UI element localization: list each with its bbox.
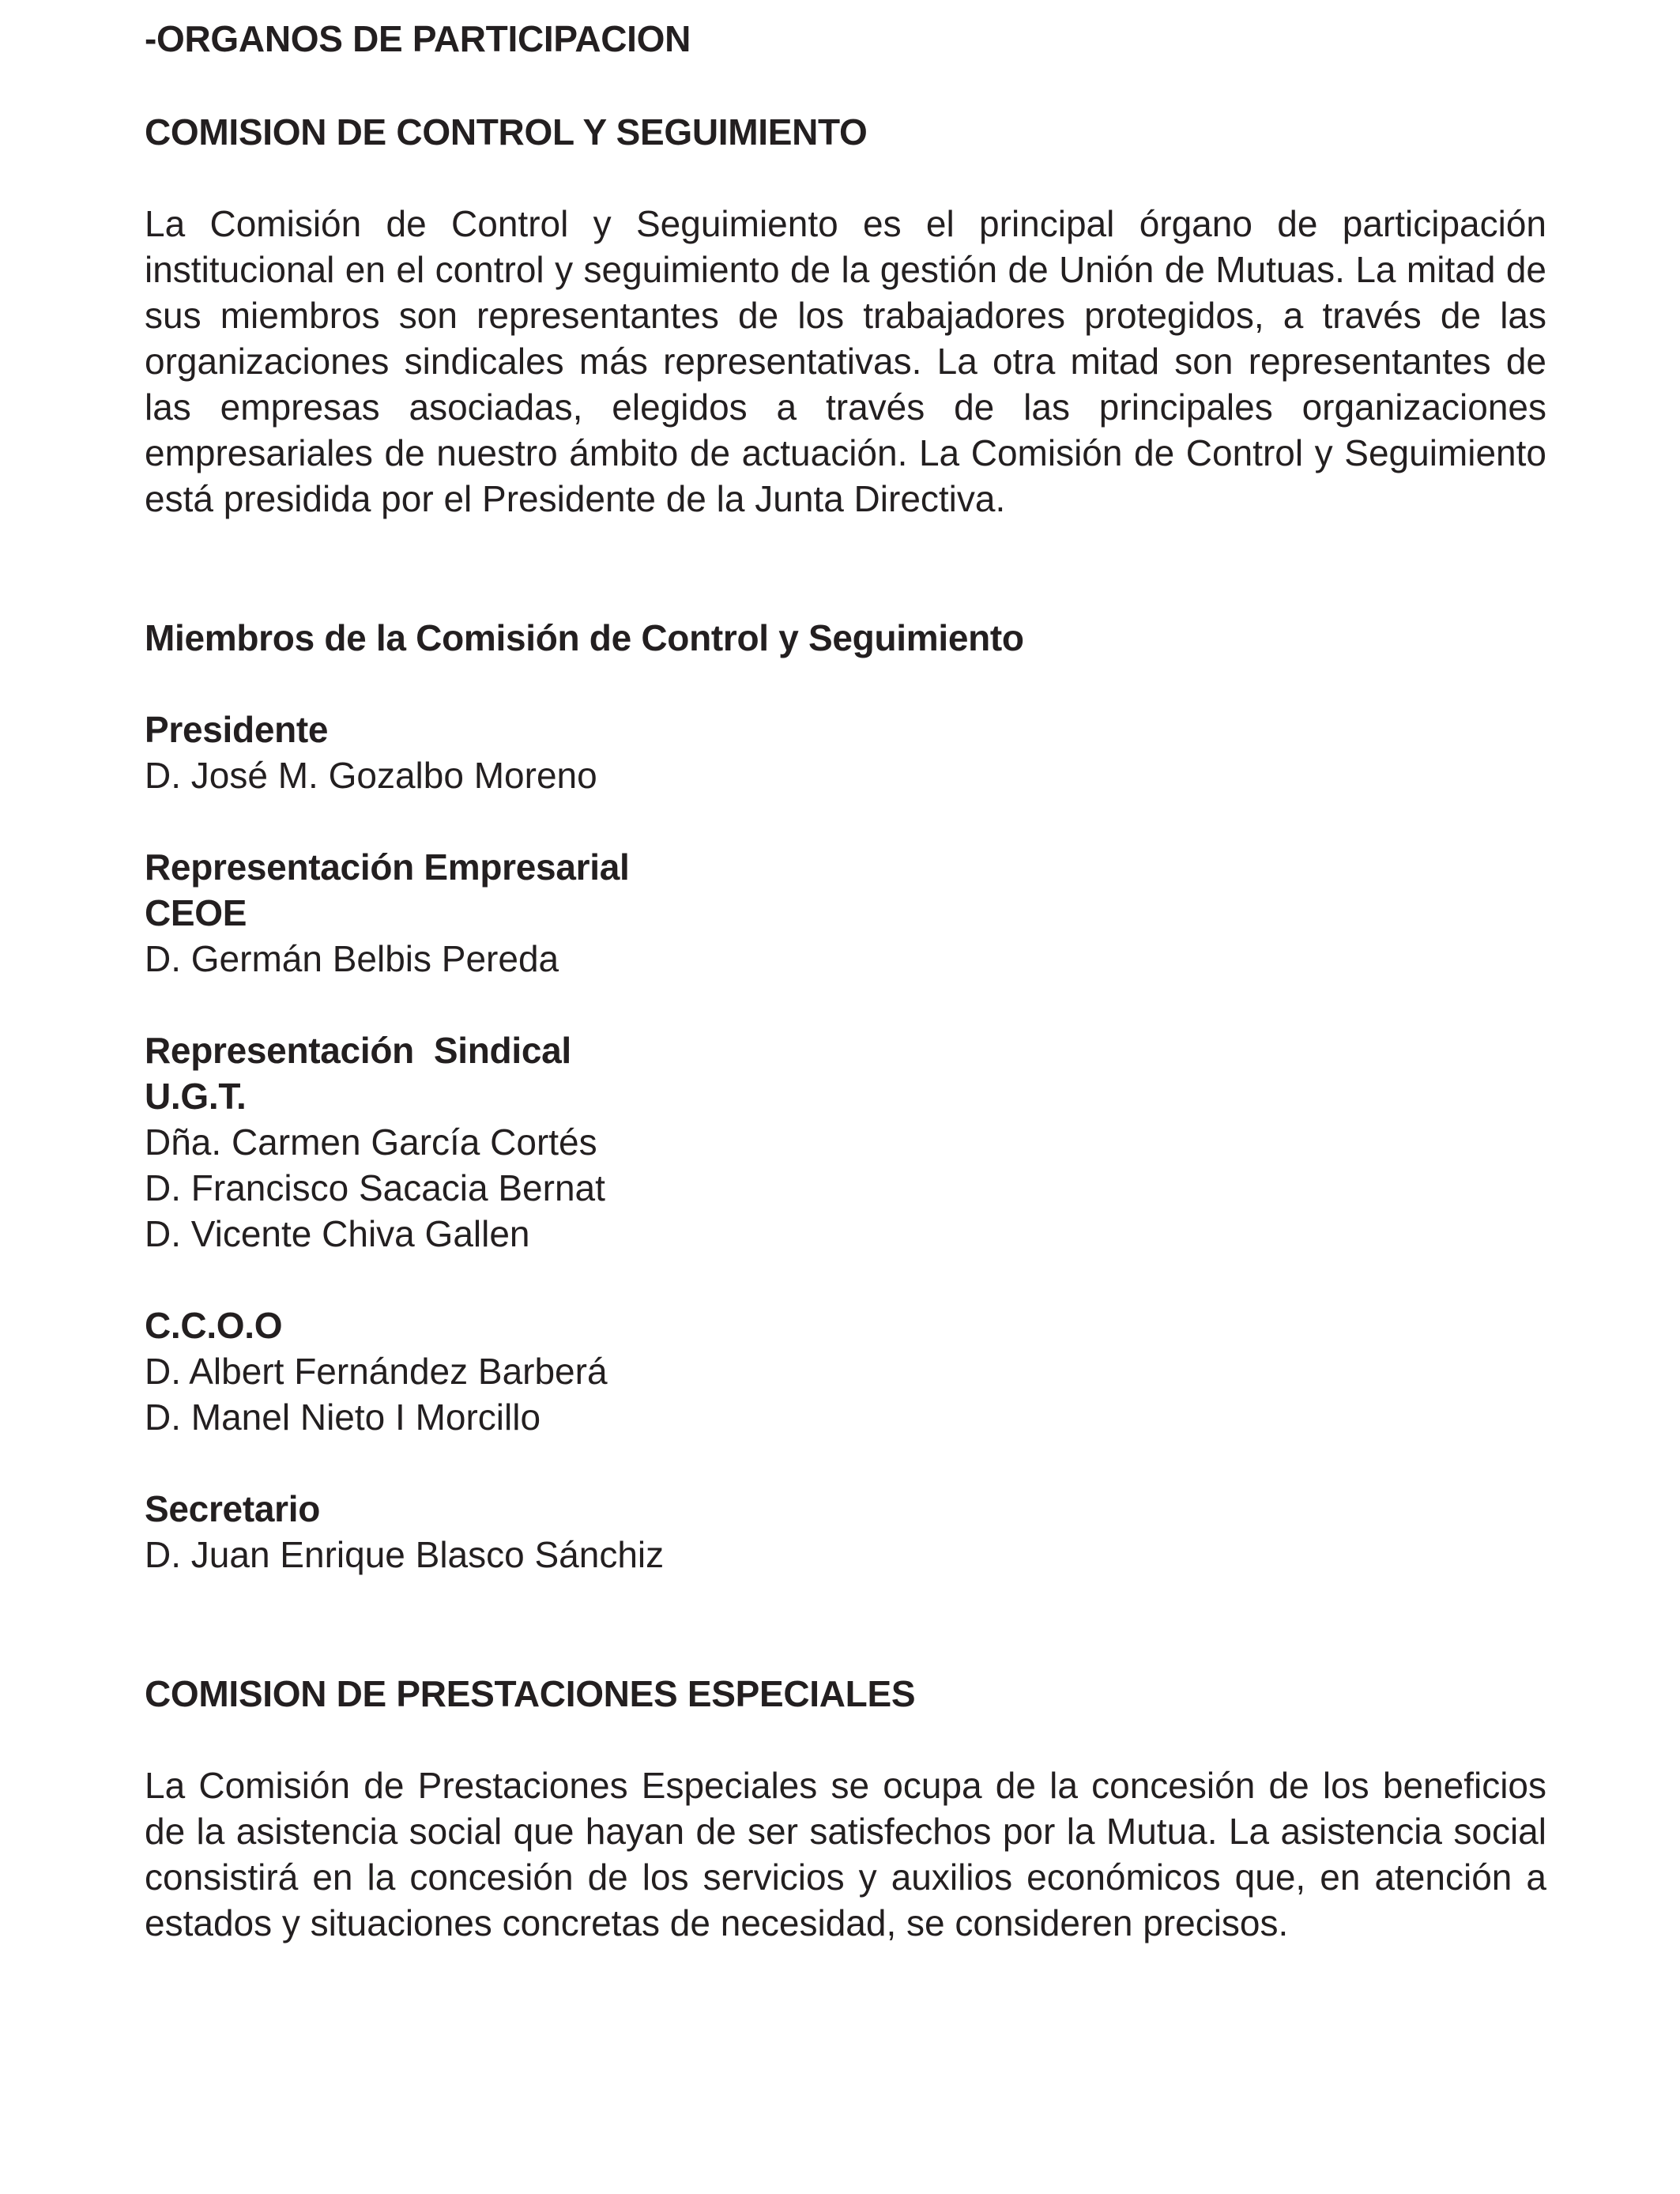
paragraph-control: La Comisión de Control y Seguimiento es el principal órgano de participación institucional en el control y seguimiento de la gestión de Unión de Mutuas. La mitad de sus miembros son representantes de los trabajadores protegidos, a través de las organizaciones sindicales más representativas. La otra mitad son representantes de las empresas asociadas, elegidos a través de las principales organizaciones empresariales de nuestro ámbito de actuación. La Comisión de Control y Seguimiento está presidida por el Presidente de la Junta Directiva. [145,203,1546,519]
ccoo-org: C.C.O.O [145,1305,283,1346]
union-org: U.G.T. [145,1076,247,1117]
member-name: D. Albert Fernández Barberá [145,1351,608,1392]
member-name: Dña. Carmen García Cortés [145,1122,597,1163]
group-ccoo [145,1302,1546,1440]
secretary-title: Secretario [145,1488,321,1529]
employer-org: CEOE [145,892,247,933]
member-name: D. Manel Nieto I Morcillo [145,1397,541,1438]
member-name: D. Francisco Sacacia Bernat [145,1167,605,1208]
section-heading-control: COMISION DE CONTROL Y SEGUIMIENTO [145,111,868,153]
member-name: D. Vicente Chiva Gallen [145,1213,530,1254]
group-union [145,1027,1546,1257]
document-title: -ORGANOS DE PARTICIPACION [145,18,691,59]
group-president [145,707,1546,798]
member-name: D. José M. Gozalbo Moreno [145,755,597,796]
paragraph-prestaciones: La Comisión de Prestaciones Especiales se ocupa de la concesión de los beneficios de la asistencia social que hayan de ser satisfechos por la Mutua. La asistencia social consistirá en la concesión de los servicios y auxilios económicos que, en atención a estados y situaciones concretas de necesidad, se consideren precisos. [145,1765,1546,1943]
group-employer [145,844,1546,982]
document-page [145,16,1546,1946]
member-name: D. Juan Enrique Blasco Sánchiz [145,1534,665,1575]
president-title: Presidente [145,709,329,750]
group-secretary [145,1486,1546,1578]
union-title: Representación Sindical [145,1030,571,1071]
member-name: D. Germán Belbis Pereda [145,938,559,979]
section-heading-prestaciones: COMISION DE PRESTACIONES ESPECIALES [145,1673,916,1714]
members-heading: Miembros de la Comisión de Control y Seguimiento [145,617,1024,658]
employer-title: Representación Empresarial [145,846,630,888]
